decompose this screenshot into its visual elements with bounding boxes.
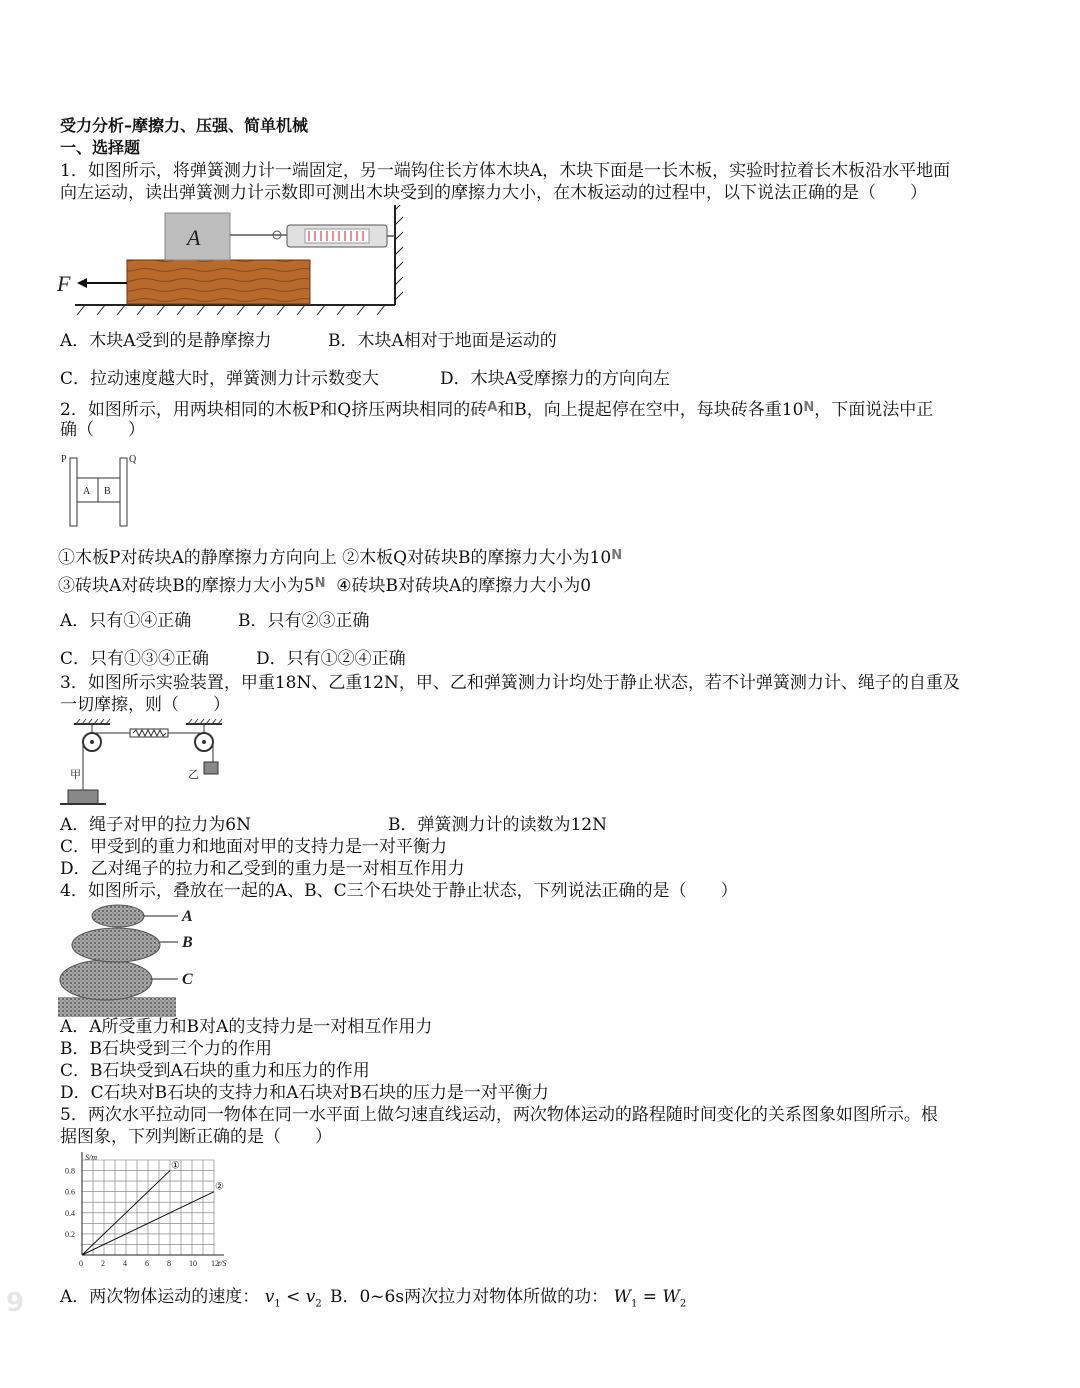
x-tick-label: 10 (189, 1259, 197, 1268)
series-label: ② (215, 1181, 224, 1193)
q3-option-c: C．甲受到的重力和地面对甲的支持力是一对平衡力 (60, 837, 448, 857)
q1-stem-line2: 向左运动，读出弹簧测力计示数即可测出木块受到的摩擦力大小，在木板运动的过程中，以下说法正确的是（ ） (60, 183, 927, 203)
x-tick-label: 6 (145, 1259, 149, 1268)
q2-stem-line2: 确（ ） (60, 420, 145, 440)
q1-stem-line1: 1．如图所示，将弹簧测力计一端固定，另一端钩住长方体木块A，木块下面是一长木板，实验时拉着长木板沿水平地面 (60, 161, 951, 181)
q5-w2-sub: 2 (679, 1298, 687, 1310)
label-stone-b: B (182, 934, 193, 951)
q3-option-d: D．乙对绳子的拉力和乙受到的重力是一对相互作用力 (60, 859, 465, 879)
page-title: 受力分析–摩擦力、压强、简单机械 (60, 116, 309, 135)
x-tick-label: 12 (211, 1259, 219, 1268)
y-tick-label: 0.4 (65, 1208, 75, 1218)
q5-option-a-text: A．两次物体运动的速度： (60, 1287, 260, 1307)
arrow-left-icon (77, 278, 87, 288)
label-jia: 甲 (70, 768, 81, 781)
weight-jia (68, 790, 98, 804)
ground (58, 997, 176, 1017)
q5-v2-sub: 2 (315, 1298, 322, 1310)
q3-stem-line1: 3．如图所示实验装置，甲重18N、乙重12N，甲、乙和弹簧测力计均处于静止状态，若不计弹簧测力计、绳子的自重及 (60, 673, 960, 693)
y-tick-label: 0.8 (65, 1166, 75, 1176)
q4-figure (58, 902, 218, 1017)
label-stone-a: A (182, 908, 193, 925)
q4-option-c: C．B石块受到A石块的重力和压力的作用 (60, 1061, 370, 1081)
q1-option-a: A．木块A受到的是静摩擦力 (60, 331, 272, 351)
q3-figure (60, 718, 230, 810)
q1-option-c: C．拉动速度越大时，弹簧测力计示数变大 (60, 369, 380, 389)
q5-eq: = (642, 1287, 658, 1307)
q5-stem-line2: 据图象，下列判断正确的是（ ） (60, 1127, 332, 1147)
q2-brick-a-glyph: A (487, 400, 498, 415)
weight-yi (204, 762, 218, 774)
q5-option-b (330, 1286, 686, 1315)
stone-a (92, 905, 144, 927)
x-tick-label: 0 (79, 1259, 83, 1268)
q2-stem-part2: 和B，向上提起停在空中，每块砖各重10 (497, 400, 804, 420)
series-label: ① (171, 1160, 180, 1172)
section-heading: 一、选择题 (60, 138, 141, 157)
q5-option-b-text: B．0~6s两次拉力对物体所做的功： (330, 1287, 609, 1307)
q4-option-b: B．B石块受到三个力的作用 (60, 1039, 272, 1059)
q2-statement-3: ③砖块A对砖块B的摩擦力大小为5 (58, 576, 315, 596)
board-q (120, 458, 127, 526)
q4-option-a: A．A所受重力和B对A的支持力是一对相互作用力 (60, 1017, 433, 1037)
y-axis-label: S/m (85, 1153, 97, 1162)
x-tick-label: 2 (101, 1259, 105, 1268)
q5-option-a (60, 1286, 322, 1315)
x-axis-label: t/S (218, 1259, 227, 1268)
q3-stem-line2: 一切摩擦，则（ ） (60, 695, 230, 715)
q2-statements-2 (58, 573, 591, 597)
q3-option-a: A．绳子对甲的拉力为6N (60, 815, 251, 835)
q2-option-c: C．只有①③④正确 (60, 649, 210, 669)
q1-option-b: B．木块A相对于地面是运动的 (328, 331, 557, 351)
q2-statement-1-2: ①木板P对砖块A的静摩擦力方向向上 ②木板Q对砖块B的摩擦力大小为10 (58, 548, 612, 568)
q2-statements-1 (58, 545, 622, 569)
board-p (70, 458, 77, 526)
q2-statement-4: ④砖块B对砖块A的摩擦力大小为0 (336, 576, 592, 596)
label-p: P (61, 454, 67, 465)
q1-option-d: D．木块A受摩擦力的方向向左 (440, 369, 670, 389)
label-stone-c: C (182, 971, 193, 988)
q5-w1-sub: 1 (630, 1298, 638, 1310)
q2-stem-part3: ，下面说法中正 (814, 400, 934, 420)
q2-option-b: B．只有②③正确 (238, 611, 370, 631)
stone-b (72, 928, 160, 962)
q5-w1: W (613, 1287, 631, 1307)
q2-figure (58, 450, 148, 530)
q2-newton-glyph-2: N (611, 548, 623, 563)
block-a-label: A (187, 225, 201, 250)
q2-newton-glyph-3: N (314, 576, 326, 591)
force-label: F (57, 271, 71, 296)
label-b: B (104, 486, 111, 497)
x-tick-label: 8 (167, 1259, 171, 1268)
y-tick-label: 0.2 (65, 1229, 75, 1239)
q5-v1-sub: 1 (274, 1298, 281, 1310)
label-a: A (83, 486, 91, 497)
q5-st-chart (58, 1150, 228, 1275)
long-board (127, 260, 310, 304)
q4-option-d: D．C石块对B石块的支持力和A石块对B石块的压力是一对平衡力 (60, 1083, 549, 1103)
x-tick-label: 4 (123, 1259, 127, 1268)
q2-option-a: A．只有①④正确 (60, 611, 192, 631)
y-tick-label: 0.6 (65, 1187, 75, 1197)
q3-option-b: B．弹簧测力计的读数为12N (388, 815, 607, 835)
q2-option-d: D．只有①②④正确 (256, 649, 406, 669)
q2-stem-part1: 2．如图所示，用两块相同的木板P和Q挤压两块相同的砖 (60, 400, 488, 420)
q5-w2: W (662, 1287, 680, 1307)
label-yi: 乙 (188, 768, 199, 781)
q2-newton-glyph: N (803, 400, 815, 415)
q5-lt: < (286, 1287, 301, 1307)
q5-v2: v (305, 1287, 316, 1307)
q1-figure (55, 205, 415, 320)
stone-c (60, 960, 152, 1000)
q2-stem-line1 (60, 397, 933, 421)
q5-stem-line1: 5．两次水平拉动同一物体在同一水平面上做匀速直线运动，两次物体运动的路程随时间变化的关系图象如图所示。根 (60, 1105, 938, 1125)
label-q: Q (129, 454, 137, 465)
page-number: 9 (6, 1288, 25, 1318)
q4-stem-line1: 4．如图所示，叠放在一起的A、B、C三个石块处于静止状态，下列说法正确的是（ ） (60, 881, 738, 901)
q5-v1: v (264, 1287, 275, 1307)
